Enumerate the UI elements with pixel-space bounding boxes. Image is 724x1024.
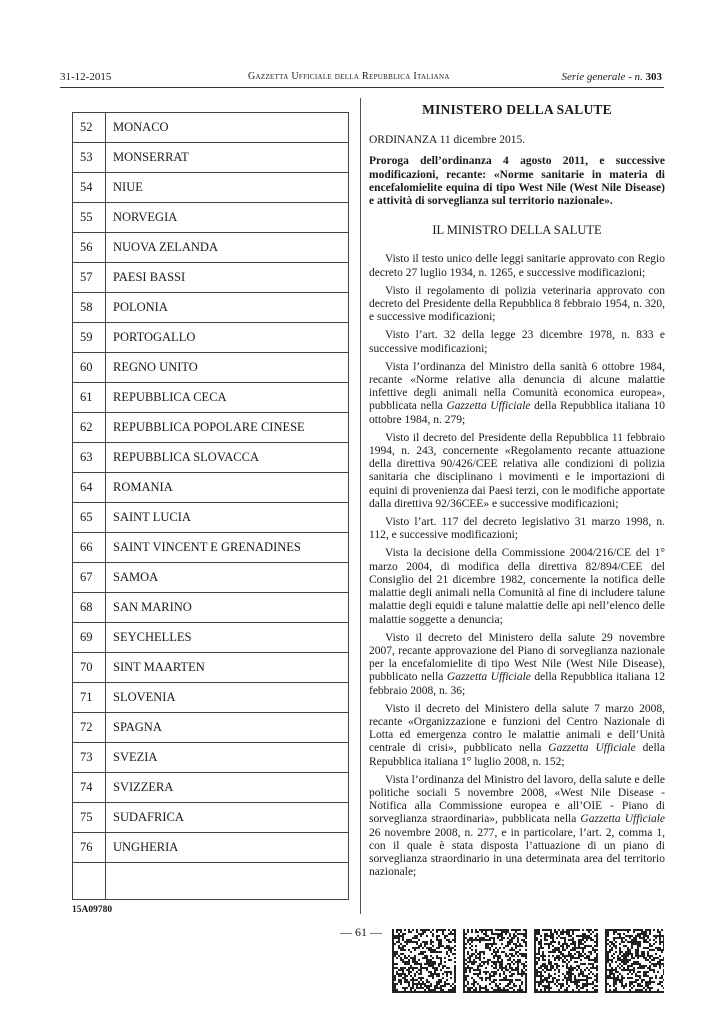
paragraph-9-text: Visto il decreto del Ministero della salute 7 marzo 2008, recante «Organizzazione e funzioni del Centro Nazionale di Lotta ed emergenza contro le malattie animali e dell’Unità centrale di crisi», pubblicato nella [369,702,665,755]
row-number: 65 [73,503,106,533]
row-number: 56 [73,233,106,263]
table-row [73,563,349,593]
ordinanza-subject: Proroga dell’ordinanza 4 agosto 2011, e successive modificazioni, recante: «Norme sanitarie in materia di encefalomielite equina di tipo West Nile (West Nile Disease) e attività di sorveglianza sul territorio nazionale». [369,155,665,208]
paragraph-5: Visto il decreto del Presidente della Repubblica 11 febbraio 1994, n. 243, concernente «Regolamento recante attuazione della direttiva 90/426/CEE relativa alle condizioni di polizia sanitaria che disciplinano i movimenti e le importazioni di equini di provenienza dai Paesi terzi, con le modifiche apportate dalla direttiva 92/36CEE» e successive modificazioni; [369,431,665,510]
table-row-empty [73,863,349,900]
table-row [73,443,349,473]
table-row [73,743,349,773]
country-name: NUOVA ZELANDA [106,233,349,263]
header-rule [60,87,664,88]
table-row [73,113,349,143]
row-number: 67 [73,563,106,593]
paragraph-4-tail: della Repubblica italiana 10 ottobre 1984, n. 279; [369,400,665,426]
row-number: 53 [73,143,106,173]
paragraph-10 [369,774,665,880]
row-number: 72 [73,713,106,743]
paragraph-8-text: Visto il decreto del Ministero della salute 29 novembre 2007, recante approvazione del Piano di sorveglianza nazionale per la encefalomielite di tipo West Nile (West Nile Disease), pubblicato nella [369,631,665,684]
row-number: 62 [73,413,106,443]
table-row [73,803,349,833]
row-number: 57 [73,263,106,293]
table-row [73,233,349,263]
country-name: REPUBBLICA CECA [106,383,349,413]
country-name: NIUE [106,173,349,203]
country-name: SVIZZERA [106,773,349,803]
table-row [73,713,349,743]
table-row [73,263,349,293]
country-name: SVEZIA [106,743,349,773]
row-number: 73 [73,743,106,773]
row-number: 76 [73,833,106,863]
country-name: REPUBBLICA SLOVACCA [106,443,349,473]
paragraph-4-gazzetta: Gazzetta Ufficiale [446,400,531,413]
table-row [73,773,349,803]
table-row [73,623,349,653]
column-divider [360,98,361,914]
row-number: 71 [73,683,106,713]
row-number: 52 [73,113,106,143]
country-name: PAESI BASSI [106,263,349,293]
row-number: 69 [73,623,106,653]
country-table [72,112,349,900]
paragraph-10-text: Vista l’ordinanza del Ministro del lavoro, della salute e delle politiche sociali 5 novembre 2008, «West Nile Disease - Notifica alla Commissione europea e all’OIE - Piano di sorveglianza straordinaria», pubblicata nella [369,773,665,826]
header-serie-number: 303 [645,71,662,83]
document-code: 15A09780 [72,905,113,915]
datamatrix-block [392,929,456,993]
country-name: SAINT LUCIA [106,503,349,533]
row-number: 68 [73,593,106,623]
table-row [73,593,349,623]
row-number: 75 [73,803,106,833]
country-name: MONACO [106,113,349,143]
empty-cell [106,863,349,900]
table-row [73,203,349,233]
table-row [73,383,349,413]
country-name: SINT MAARTEN [106,653,349,683]
minister-heading: IL MINISTRO DELLA SALUTE [432,223,602,238]
row-number: 74 [73,773,106,803]
country-name: ROMANIA [106,473,349,503]
paragraph-3: Visto l’art. 32 della legge 23 dicembre 1978, n. 833 e successive modificazioni; [369,329,665,355]
country-name: SAN MARINO [106,593,349,623]
row-number: 66 [73,533,106,563]
header-date: 31-12-2015 [60,71,112,83]
paragraph-9-gazzetta: Gazzetta Ufficiale [548,742,636,755]
table-row [73,143,349,173]
paragraph-8-gazzetta: Gazzetta Ufficiale [446,671,531,684]
paragraph-10-gazzetta: Gazzetta Ufficiale [580,813,665,826]
row-number: 60 [73,353,106,383]
country-name: SAMOA [106,563,349,593]
country-name: SLOVENIA [106,683,349,713]
empty-cell [73,863,106,900]
row-number: 61 [73,383,106,413]
paragraph-10-tail: 26 novembre 2008, n. 277, e in particolare, l’art. 2, comma 1, con il quale è stata disposta l’attuazione di un piano di sorveglianza straordinario in una determinata area del territorio nazionale; [369,826,665,879]
country-name: MONSERRAT [106,143,349,173]
country-name: SPAGNA [106,713,349,743]
country-name: SAINT VINCENT E GRENADINES [106,533,349,563]
country-name: NORVEGIA [106,203,349,233]
paragraph-9 [369,703,665,769]
datamatrix-block [605,929,664,993]
paragraph-2: Visto il regolamento di polizia veterinaria approvato con decreto del Presidente della Repubblica 8 febbraio 1954, n. 320, e successive modificazioni; [369,284,665,324]
table-row [73,473,349,503]
table-row [73,173,349,203]
country-name: UNGHERIA [106,833,349,863]
header-serie [562,71,663,83]
datamatrix-codes [392,928,664,994]
paragraph-9-tail: della Repubblica italiana 1° luglio 2008, n. 152; [369,742,665,768]
table-row [73,353,349,383]
paragraph-7: Vista la decisione della Commissione 2004/216/CE del 1° marzo 2004, di modifica della direttiva 82/894/CEE del Consiglio del 21 dicembre 1982, concernente la notifica delle malattie degli animali nella Comunità al fine di includere talune malattie degli equidi e talune malattie delle api nell’elenco delle malattie soggette a denuncia; [369,547,665,626]
country-name: POLONIA [106,293,349,323]
row-number: 59 [73,323,106,353]
datamatrix-block [534,929,598,993]
datamatrix-block [463,929,527,993]
right-column [369,103,665,884]
row-number: 55 [73,203,106,233]
row-number: 63 [73,443,106,473]
ordinanza-date: ORDINANZA 11 dicembre 2015. [369,134,526,147]
row-number: 58 [73,293,106,323]
paragraph-8 [369,632,665,698]
table-row [73,503,349,533]
table-row [73,413,349,443]
table-row [73,653,349,683]
paragraph-1: Visto il testo unico delle leggi sanitarie approvato con Regio decreto 27 luglio 1934, n. 1265, e successive modificazioni; [369,253,665,279]
paragraph-4 [369,361,665,427]
paragraph-4-text: Vista l’ordinanza del Ministro della sanità 6 ottobre 1984, recante «Norme relative alla denuncia di alcune malattie infettive degli animali nella Comunità economica europea», pubblicata nella [369,360,665,413]
country-name: REPUBBLICA POPOLARE CINESE [106,413,349,443]
header-gazette-title: Gazzetta Ufficiale della Repubblica Italiana [248,71,450,82]
page-number: — 61 — [340,925,382,939]
country-name: SEYCHELLES [106,623,349,653]
table-row [73,833,349,863]
table-row [73,323,349,353]
table-row [73,683,349,713]
paragraph-6: Visto l’art. 117 del decreto legislativo 31 marzo 1998, n. 112, e successive modificazioni; [369,516,665,542]
country-name: PORTOGALLO [106,323,349,353]
country-name: REGNO UNITO [106,353,349,383]
table-row [73,293,349,323]
ministry-title: MINISTERO DELLA SALUTE [422,102,612,117]
table-row [73,533,349,563]
row-number: 54 [73,173,106,203]
country-table-body [73,113,349,900]
row-number: 70 [73,653,106,683]
paragraph-8-tail: della Repubblica italiana 12 febbraio 2008, n. 36; [369,671,665,697]
country-name: SUDAFRICA [106,803,349,833]
row-number: 64 [73,473,106,503]
header-serie-label: Serie generale - n. [561,71,643,83]
